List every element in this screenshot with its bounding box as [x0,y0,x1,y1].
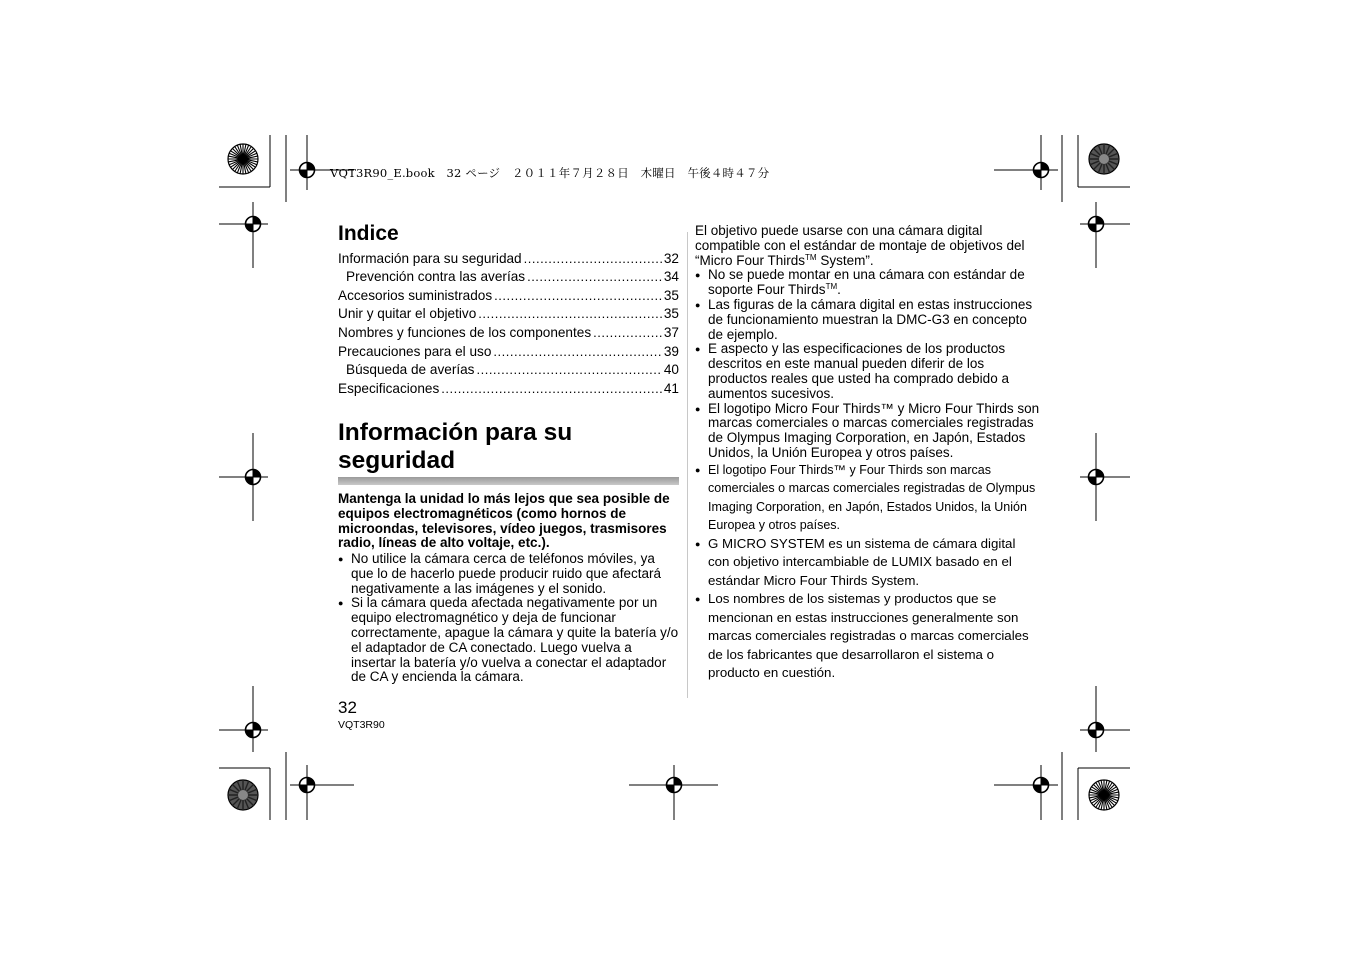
toc-page: 34 [663,269,679,285]
toc-label: Información para su seguridad [338,250,522,266]
toc-entry[interactable] [338,360,679,379]
safety-bullet: ● No utilice la cámara cerca de teléfonos móviles, ya que lo de hacerlo puede producir ruido que afectará negativamente a las imágenes y el sonido. [338,552,680,596]
toc-page: 35 [663,306,679,322]
toc-entry[interactable] [338,267,679,286]
trademark-sup: TM [825,282,838,292]
toc-page: 37 [663,324,679,340]
toc-page: 41 [663,380,679,396]
title-underline-bar [338,477,679,485]
index-title: Indice [338,222,399,245]
toc-entry[interactable] [338,285,679,304]
toc-label: Unir y quitar el objetivo [338,306,477,322]
toc-entry[interactable] [338,378,679,397]
toc-label: Prevención contra las averías [346,269,526,285]
toc-page: 39 [663,343,679,359]
toc-label: Precauciones para el uso [338,343,492,359]
toc-page: 32 [663,250,679,266]
toc-label: Búsqueda de averías [346,362,475,378]
note-bullet: ● El logotipo Micro Four Thirds™ y Micro Four Thirds son marcas comerciales o marcas comerciales registradas de Olympus Imaging Corporation, en Japón, Estados Unidos, la Unión Europea y otros países. [695,402,1040,461]
toc-page: 40 [663,362,679,378]
toc-page: 35 [663,287,679,303]
note-bullet: ● E aspecto y las especificaciones de los productos descritos en este manual pueden diferir de los productos reales que usted ha comprado debido a aumentos sucesivos. [695,342,1040,401]
note-bullet: ● El logotipo Four Thirds™ y Four Thirds son marcas comerciales o marcas comerciales registradas de Olympus Imaging Corporation, en Japón, Estados Unidos, la Unión Europea y otros países. [695,461,1040,535]
toc-label: Accesorios suministrados [338,287,493,303]
table-of-contents [338,248,679,397]
note-bullet: ● Los nombres de los sistemas y productos que se mencionan en estas instrucciones generalmente son marcas comerciales registradas o marcas comerciales de los fabricantes que desarrollaron el sistema o producto en cuestión. [695,590,1040,683]
trademark-sup: TM [805,252,817,262]
safety-bullet: ● Si la cámara queda afectada negativamente por un equipo electromagnético y deja de funcionar correctamente, apague la cámara y quite la batería y/o el adaptador de CA conectado. Luego vuelva a insertar la batería y/o vuelva a conectar el adaptador de CA y encienda la cámara. [338,596,680,685]
compatibility-intro: El objetivo puede usarse con una cámara digital compatible con el estándar de montaje de objetivos del “Micro Four Thirds™ System”. [695,223,1025,268]
safety-warning: Mantenga la unidad lo más lejos que sea posible de equipos electromagnéticos (como hornos de microondas, televisores, vídeo juegos, trasmisores radio, líneas de alto voltaje, etc.). [338,491,670,551]
page-number: 32 [338,698,357,717]
toc-entry[interactable] [338,304,679,323]
toc-entry[interactable] [338,248,679,267]
toc-entry[interactable] [338,322,679,341]
right-column [695,224,1040,683]
safety-title-line: Información para su [338,419,573,446]
note-bullet: ● G MICRO SYSTEM es un sistema de cámara digital con objetivo intercambiable de LUMIX basado en el estándar Micro Four Thirds System. [695,535,1040,591]
toc-label: Especificaciones [338,380,440,396]
left-column [338,220,679,731]
safety-bullet-list [338,552,680,685]
model-code: VQT3R90 [338,719,385,731]
toc-entry[interactable] [338,341,679,360]
toc-label: Nombres y funciones de los componentes [338,324,592,340]
safety-title [338,419,679,475]
book-file-info: VQT3R90_E.book 32 ページ ２０１１年７月２８日 木曜日 午後４時４７分 [330,166,770,180]
column-divider [687,232,688,698]
note-bullet: ● Las figuras de la cámara digital en estas instrucciones de funcionamiento muestran la DMC-G3 en concepto de ejemplo. [695,298,1040,342]
notes-list [695,268,1040,682]
note-bullet: ● No se puede montar en una cámara con estándar de soporte Four Thirds™. [695,268,1040,298]
safety-title-line: seguridad [338,447,456,474]
